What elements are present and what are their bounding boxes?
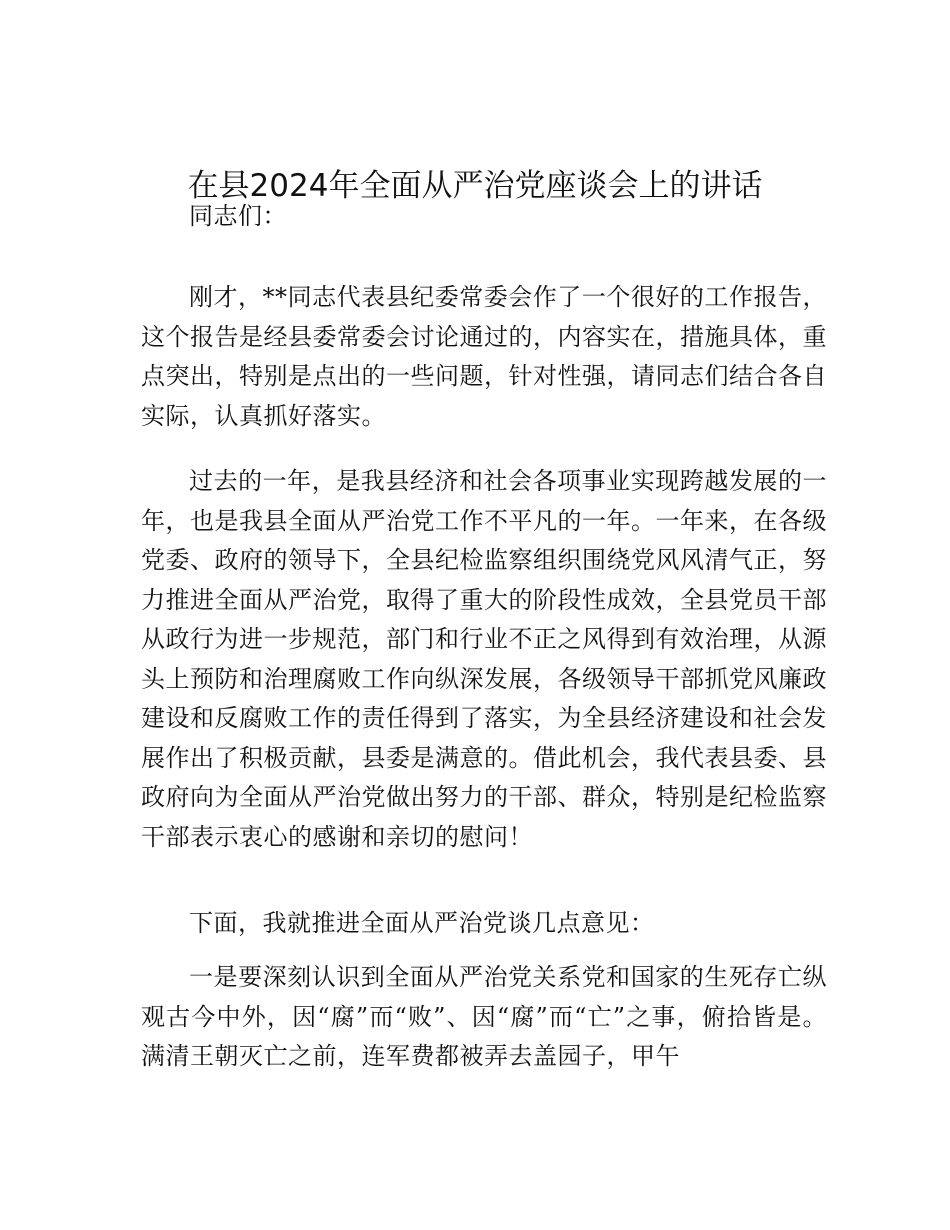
paragraph-opening: 刚才，**同志代表县纪委常委会作了一个很好的工作报告，这个报告是经县委常委会讨论通过的，内容实在，措施具体，重点突出，特别是点出的一些问题，针对性强，请同志们结合各自实际，认真抓好落实。 (141, 283, 827, 430)
paragraph-review: 过去的一年，是我县经济和社会各项事业实现跨越发展的一年，也是我县全面从严治党工作不平凡的一年。一年来，在各级党委、政府的领导下，全县纪检监察组织围绕党风风清气正，努力推进全面从严治党，取得了重大的阶段性成效，全县党员干部从政行为进一步规范，部门和行业不正之风得到有效治理，从源头上预防和治理腐败工作向纵深发展，各级领导干部抓党风廉政建设和反腐败工作的责任得到了落实，为全县经济建设和社会发展作出了积极贡献，县委是满意的。借此机会，我代表县委、县政府向为全面从严治党做出努力的干部、群众，特别是纪检监察干部表示衷心的感谢和亲切的慰问！ (141, 467, 827, 851)
paragraph-transition: 下面，我就推进全面从严治党谈几点意见： (189, 909, 655, 937)
greeting: 同志们： (189, 202, 287, 230)
document-title: 在县2024年全面从严治党座谈会上的讲话 (187, 168, 763, 204)
paragraph-point-one: 一是要深刻认识到全面从严治党关系党和国家的生死存亡纵观古今中外，因“腐”而“败”、因“腐”而“亡”之事，俯拾皆是。满清王朝灭亡之前，连军费都被弄去盖园子，甲午 (141, 963, 827, 1070)
